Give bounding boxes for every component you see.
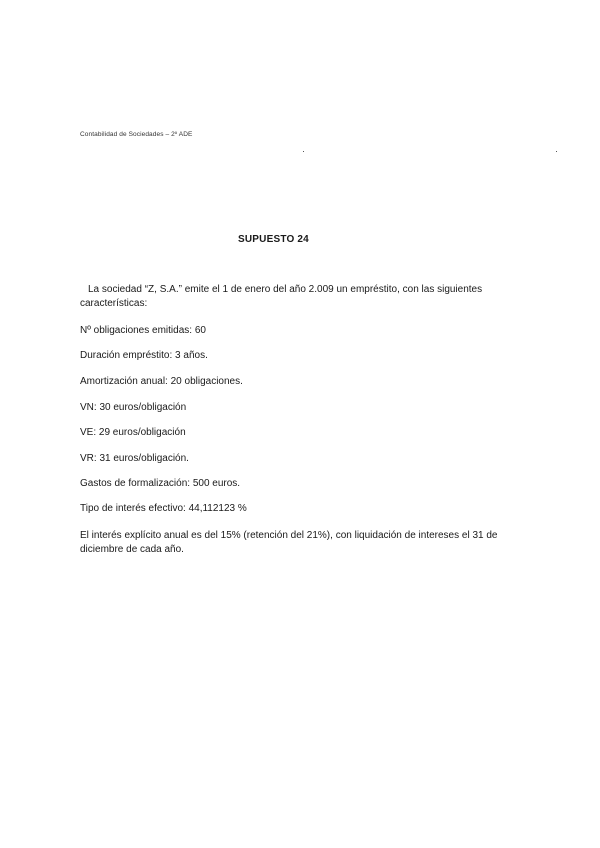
item-vn: VN: 30 euros/obligación (80, 402, 187, 413)
item-amortizacion: Amortización anual: 20 obligaciones. (80, 376, 243, 387)
page-header: Contabilidad de Sociedades – 2º ADE (80, 131, 193, 138)
item-duracion: Duración empréstito: 3 años. (80, 350, 208, 361)
intro-paragraph: La sociedad “Z, S.A.” emite el 1 de enero del año 2.009 un empréstito, con las siguientes características: (80, 284, 483, 309)
item-gastos: Gastos de formalización: 500 euros. (80, 478, 241, 489)
item-vr: VR: 31 euros/obligación. (80, 453, 189, 464)
closing-paragraph: El interés explícito anual es del 15% (retención del 21%), con liquidación de intereses el 31 de diciembre de cada año. (80, 530, 498, 555)
exercise-title: SUPUESTO 24 (238, 234, 309, 245)
item-obligaciones: Nº obligaciones emitidas: 60 (80, 325, 206, 336)
scan-speck (303, 151, 304, 152)
scan-speck (556, 151, 557, 152)
item-tipo-interes: Tipo de interés efectivo: 44,112123 % (80, 503, 247, 514)
item-ve: VE: 29 euros/obligación (80, 427, 186, 438)
